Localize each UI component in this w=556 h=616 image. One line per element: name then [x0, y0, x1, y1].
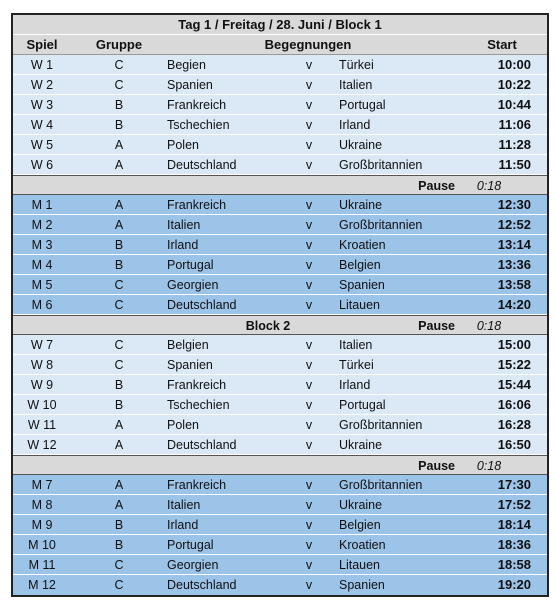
pause-label: Pause	[418, 459, 455, 473]
match-group: C	[114, 78, 124, 92]
header-spiel: Spiel	[26, 37, 58, 52]
match-id: W 6	[30, 158, 54, 172]
block-label: Block 2	[245, 319, 291, 333]
versus-marker: v	[305, 278, 313, 292]
match-id: M 7	[31, 478, 53, 492]
match-row	[13, 355, 547, 375]
match-row	[13, 535, 547, 555]
match-group: A	[114, 158, 124, 172]
match-group: C	[114, 58, 124, 72]
away-team: Großbritannien	[339, 218, 423, 232]
versus-marker: v	[305, 198, 313, 212]
match-group: C	[114, 578, 124, 592]
away-team: Kroatien	[339, 238, 386, 252]
start-time: 12:52	[497, 217, 531, 232]
home-team: Begien	[167, 58, 206, 72]
match-group: C	[114, 558, 124, 572]
start-time: 18:58	[497, 557, 531, 572]
home-team: Frankreich	[167, 378, 227, 392]
start-time: 10:00	[497, 57, 531, 72]
versus-marker: v	[305, 538, 313, 552]
home-team: Spanien	[167, 78, 213, 92]
away-team: Portugal	[339, 98, 386, 112]
match-id: M 10	[28, 538, 56, 552]
away-team: Belgien	[339, 258, 381, 272]
versus-marker: v	[305, 418, 313, 432]
home-team: Belgien	[167, 338, 209, 352]
match-group: C	[114, 338, 124, 352]
versus-marker: v	[305, 498, 313, 512]
pause-duration: 0:18	[476, 179, 502, 193]
match-group: B	[114, 378, 124, 392]
start-time: 15:44	[497, 377, 531, 392]
start-time: 11:06	[498, 117, 531, 132]
match-id: M 2	[31, 218, 53, 232]
match-id: W 9	[30, 378, 54, 392]
match-id: W 11	[27, 418, 57, 432]
start-time: 19:20	[497, 577, 531, 592]
start-time: 15:22	[497, 357, 531, 372]
match-row	[13, 415, 547, 435]
versus-marker: v	[305, 78, 313, 92]
away-team: Spanien	[339, 578, 385, 592]
match-group: A	[114, 498, 124, 512]
match-group: C	[114, 278, 124, 292]
away-team: Litauen	[339, 298, 381, 312]
start-time: 13:36	[497, 257, 531, 272]
match-row	[13, 555, 547, 575]
away-team: Ukraine	[339, 138, 383, 152]
home-team: Tschechien	[167, 398, 230, 412]
away-team: Ukraine	[339, 198, 383, 212]
away-team: Großbritannien	[339, 418, 423, 432]
away-team: Irland	[339, 378, 371, 392]
home-team: Italien	[167, 218, 201, 232]
start-time: 10:44	[497, 97, 531, 112]
schedule-body	[13, 55, 547, 595]
versus-marker: v	[305, 138, 313, 152]
match-group: A	[114, 418, 124, 432]
match-row	[13, 435, 547, 455]
match-row	[13, 115, 547, 135]
away-team: Ukraine	[339, 498, 383, 512]
match-row	[13, 155, 547, 175]
home-team: Polen	[167, 418, 199, 432]
home-team: Georgien	[167, 558, 219, 572]
away-team: Belgien	[339, 518, 381, 532]
home-team: Portugal	[167, 258, 214, 272]
match-id: M 1	[31, 198, 53, 212]
match-row	[13, 295, 547, 315]
match-group: B	[114, 118, 124, 132]
home-team: Deutschland	[167, 438, 237, 452]
away-team: Ukraine	[339, 438, 383, 452]
start-time: 14:20	[497, 297, 531, 312]
match-id: W 8	[30, 358, 54, 372]
versus-marker: v	[305, 358, 313, 372]
match-id: M 4	[31, 258, 53, 272]
match-group: A	[114, 138, 124, 152]
match-row	[13, 575, 547, 595]
match-row	[13, 55, 547, 75]
pause-duration: 0:18	[476, 459, 502, 473]
match-group: A	[114, 478, 124, 492]
start-time: 12:30	[497, 197, 531, 212]
match-row	[13, 515, 547, 535]
schedule-table	[11, 13, 549, 597]
match-id: M 5	[31, 278, 53, 292]
start-time: 17:52	[497, 497, 531, 512]
pause-row	[13, 455, 547, 475]
versus-marker: v	[305, 238, 313, 252]
versus-marker: v	[305, 258, 313, 272]
match-group: B	[114, 398, 124, 412]
start-time: 18:36	[497, 537, 531, 552]
pause-row	[13, 175, 547, 195]
versus-marker: v	[305, 478, 313, 492]
match-id: M 8	[31, 498, 53, 512]
match-row	[13, 95, 547, 115]
match-id: W 1	[30, 58, 54, 72]
match-row	[13, 135, 547, 155]
home-team: Deutschland	[167, 158, 237, 172]
home-team: Frankreich	[167, 98, 227, 112]
start-time: 13:58	[497, 277, 531, 292]
match-id: W 7	[30, 338, 54, 352]
versus-marker: v	[305, 338, 313, 352]
match-id: W 4	[30, 118, 54, 132]
home-team: Frankreich	[167, 198, 227, 212]
match-row	[13, 195, 547, 215]
versus-marker: v	[305, 98, 313, 112]
home-team: Deutschland	[167, 298, 237, 312]
match-group: A	[114, 438, 124, 452]
away-team: Spanien	[339, 278, 385, 292]
start-time: 16:50	[497, 437, 531, 452]
start-time: 17:30	[497, 477, 531, 492]
match-row	[13, 495, 547, 515]
start-time: 11:28	[498, 137, 531, 152]
match-group: B	[114, 238, 124, 252]
versus-marker: v	[305, 578, 313, 592]
header-begegnungen: Begegnungen	[264, 37, 352, 52]
away-team: Litauen	[339, 558, 381, 572]
pause-label: Pause	[418, 179, 455, 193]
home-team: Spanien	[167, 358, 213, 372]
match-row	[13, 335, 547, 355]
match-row	[13, 395, 547, 415]
match-group: B	[114, 538, 124, 552]
home-team: Irland	[167, 238, 199, 252]
pause-duration: 0:18	[476, 319, 502, 333]
match-group: B	[114, 98, 124, 112]
away-team: Großbritannien	[339, 478, 423, 492]
versus-marker: v	[305, 58, 313, 72]
away-team: Kroatien	[339, 538, 386, 552]
away-team: Großbritannien	[339, 158, 423, 172]
start-time: 16:06	[497, 397, 531, 412]
start-time: 11:50	[498, 157, 531, 172]
home-team: Irland	[167, 518, 199, 532]
header-row	[13, 35, 547, 55]
match-id: W 3	[30, 98, 54, 112]
away-team: Türkei	[339, 58, 374, 72]
start-time: 13:14	[497, 237, 531, 252]
home-team: Georgien	[167, 278, 219, 292]
match-id: W 12	[27, 438, 57, 452]
match-row	[13, 275, 547, 295]
start-time: 16:28	[497, 417, 531, 432]
match-group: C	[114, 298, 124, 312]
away-team: Irland	[339, 118, 371, 132]
away-team: Türkei	[339, 358, 374, 372]
home-team: Deutschland	[167, 578, 237, 592]
versus-marker: v	[305, 158, 313, 172]
match-id: M 12	[28, 578, 56, 592]
versus-marker: v	[305, 218, 313, 232]
home-team: Portugal	[167, 538, 214, 552]
versus-marker: v	[305, 558, 313, 572]
match-group: A	[114, 198, 124, 212]
versus-marker: v	[305, 398, 313, 412]
match-row	[13, 235, 547, 255]
versus-marker: v	[305, 118, 313, 132]
match-row	[13, 475, 547, 495]
pause-row	[13, 315, 547, 335]
away-team: Italien	[339, 338, 373, 352]
home-team: Tschechien	[167, 118, 230, 132]
versus-marker: v	[305, 298, 313, 312]
match-row	[13, 75, 547, 95]
pause-label: Pause	[418, 319, 455, 333]
match-row	[13, 375, 547, 395]
header-start: Start	[487, 37, 517, 52]
start-time: 18:14	[497, 517, 531, 532]
start-time: 10:22	[497, 77, 531, 92]
match-id: M 11	[28, 558, 56, 572]
away-team: Portugal	[339, 398, 386, 412]
match-id: M 3	[31, 238, 53, 252]
versus-marker: v	[305, 378, 313, 392]
match-id: M 6	[31, 298, 53, 312]
match-id: W 5	[30, 138, 54, 152]
away-team: Italien	[339, 78, 373, 92]
start-time: 15:00	[497, 337, 531, 352]
match-row	[13, 215, 547, 235]
home-team: Polen	[167, 138, 199, 152]
match-group: C	[114, 358, 124, 372]
header-gruppe: Gruppe	[95, 37, 143, 52]
match-id: W 10	[27, 398, 57, 412]
match-group: B	[114, 258, 124, 272]
table-title: Tag 1 / Freitag / 28. Juni / Block 1	[178, 17, 382, 32]
versus-marker: v	[305, 438, 313, 452]
match-group: A	[114, 218, 124, 232]
match-group: B	[114, 518, 124, 532]
match-row	[13, 255, 547, 275]
home-team: Frankreich	[167, 478, 227, 492]
title-row	[13, 15, 547, 35]
versus-marker: v	[305, 518, 313, 532]
match-id: M 9	[31, 518, 53, 532]
home-team: Italien	[167, 498, 201, 512]
match-id: W 2	[30, 78, 54, 92]
